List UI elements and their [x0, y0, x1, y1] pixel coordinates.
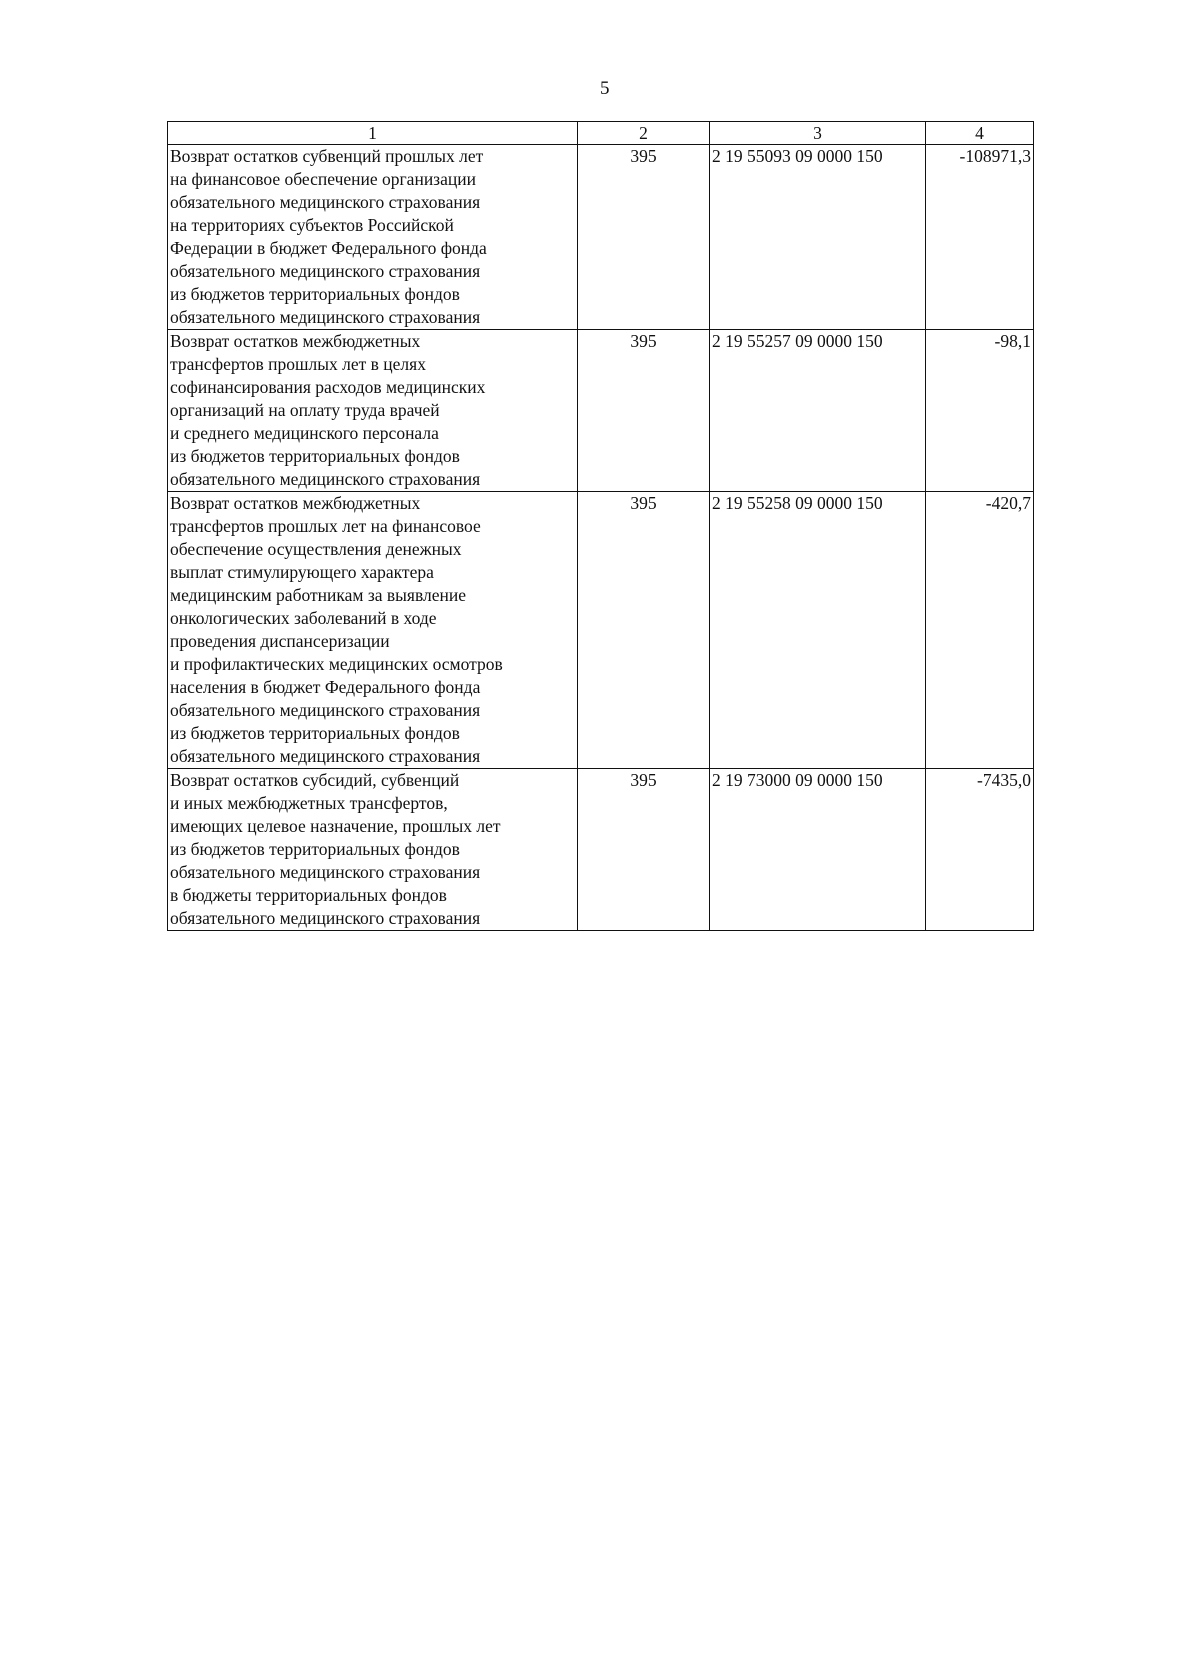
- table-row: [168, 769, 1034, 931]
- header-col-1: 1: [168, 122, 578, 145]
- table-body: [168, 145, 1034, 931]
- description-line: из бюджетов территориальных фондов: [170, 284, 460, 304]
- row-kbk-code: 2 19 55093 09 0000 150: [710, 145, 926, 330]
- description-line: обязательного медицинского страхования: [170, 192, 481, 212]
- header-col-4: 4: [926, 122, 1034, 145]
- description-line: из бюджетов территориальных фондов: [170, 446, 460, 466]
- description-line: Возврат остатков субвенций прошлых лет: [170, 146, 484, 166]
- table-row: [168, 145, 1034, 330]
- header-col-3: 3: [710, 122, 926, 145]
- row-admin-code: 395: [578, 492, 710, 769]
- description-line: трансфертов прошлых лет на финансовое: [170, 516, 481, 536]
- description-line: онкологических заболеваний в ходе: [170, 608, 437, 628]
- description-line: обязательного медицинского страхования: [170, 746, 481, 766]
- description-line: Возврат остатков межбюджетных: [170, 493, 421, 513]
- description-line: и профилактических медицинских осмотров: [170, 654, 503, 674]
- row-description: [168, 492, 578, 769]
- header-row: [168, 122, 1034, 145]
- description-line: организаций на оплату труда врачей: [170, 400, 440, 420]
- row-amount: -108971,3: [926, 145, 1034, 330]
- row-admin-code: 395: [578, 330, 710, 492]
- description-line: выплат стимулирующего характера: [170, 562, 434, 582]
- description-line: имеющих целевое назначение, прошлых лет: [170, 816, 501, 836]
- description-line: обязательного медицинского страхования: [170, 700, 481, 720]
- row-kbk-code: 2 19 73000 09 0000 150: [710, 769, 926, 931]
- description-line: на финансовое обеспечение организации: [170, 169, 476, 189]
- description-line: на территориях субъектов Российской: [170, 215, 454, 235]
- description-line: трансфертов прошлых лет в целях: [170, 354, 426, 374]
- description-line: и иных межбюджетных трансфертов,: [170, 793, 448, 813]
- description-line: обязательного медицинского страхования: [170, 908, 481, 928]
- row-amount: -420,7: [926, 492, 1034, 769]
- row-amount: -7435,0: [926, 769, 1034, 931]
- row-description: [168, 769, 578, 931]
- row-amount: -98,1: [926, 330, 1034, 492]
- row-description: [168, 145, 578, 330]
- description-line: из бюджетов территориальных фондов: [170, 839, 460, 859]
- budget-table: [167, 121, 1034, 931]
- table-row: [168, 330, 1034, 492]
- table-header: [168, 122, 1034, 145]
- description-line: проведения диспансеризации: [170, 631, 390, 651]
- description-line: в бюджеты территориальных фондов: [170, 885, 447, 905]
- header-col-2: 2: [578, 122, 710, 145]
- description-line: обязательного медицинского страхования: [170, 307, 481, 327]
- description-line: софинансирования расходов медицинских: [170, 377, 486, 397]
- description-line: Федерации в бюджет Федерального фонда: [170, 238, 487, 258]
- description-line: Возврат остатков межбюджетных: [170, 331, 421, 351]
- description-line: обязательного медицинского страхования: [170, 261, 481, 281]
- table-row: [168, 492, 1034, 769]
- description-line: и среднего медицинского персонала: [170, 423, 439, 443]
- description-line: Возврат остатков субсидий, субвенций: [170, 770, 460, 790]
- row-admin-code: 395: [578, 145, 710, 330]
- description-line: населения в бюджет Федерального фонда: [170, 677, 481, 697]
- description-line: обеспечение осуществления денежных: [170, 539, 462, 559]
- row-description: [168, 330, 578, 492]
- description-line: медицинским работникам за выявление: [170, 585, 466, 605]
- description-line: обязательного медицинского страхования: [170, 862, 481, 882]
- row-admin-code: 395: [578, 769, 710, 931]
- row-kbk-code: 2 19 55258 09 0000 150: [710, 492, 926, 769]
- page-number: 5: [600, 78, 610, 99]
- description-line: из бюджетов территориальных фондов: [170, 723, 460, 743]
- description-line: обязательного медицинского страхования: [170, 469, 481, 489]
- row-kbk-code: 2 19 55257 09 0000 150: [710, 330, 926, 492]
